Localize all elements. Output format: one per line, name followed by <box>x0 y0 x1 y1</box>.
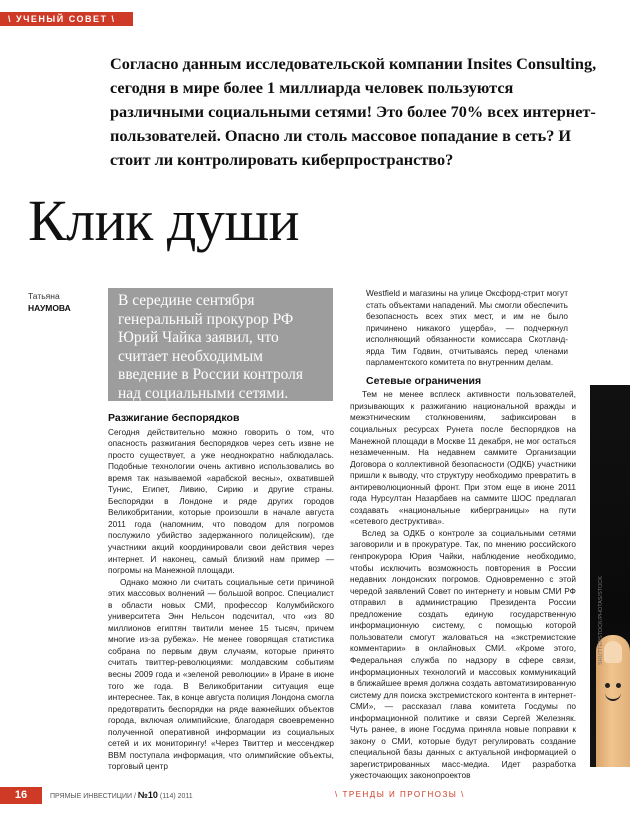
rubric-label: \ УЧЕНЫЙ СОВЕТ \ <box>8 14 116 24</box>
section-heading-restrictions: Сетевые ограничения <box>366 374 482 387</box>
pull-quote <box>108 288 333 401</box>
section-heading-riots: Разжигание беспорядков <box>108 412 240 424</box>
paragraph: Тем не менее всплеск активности пользователей, призывающих к разжиганию национальной вражды и межэтническим столкновениям, зафиксирован в социальных ресурсах Рунета после беспорядков на Манежной площади в Москве 11 декабря, не мог остаться незамеченным. На недавнем саммите Организации Договора о коллективной безопасности (ОДКБ) участники пришли к выводу, что структуру необходимо превратить в антиреволюционный фронт. При этом еще в июне 2011 года Нурсултан Назарбаев на саммите ШОС предлагал создавать «национальные киберграницы» на пути «сетевого деструктива». <box>350 389 576 527</box>
magazine-name: ПРЯМЫЕ ИНВЕСТИЦИИ / <box>50 793 138 800</box>
author-last-name: НАУМОВА <box>28 303 71 313</box>
page-number: 16 <box>14 789 28 801</box>
article-headline: Клик души <box>28 188 300 253</box>
magazine-issue <box>50 790 193 802</box>
page-number-badge <box>0 787 42 804</box>
quote-continuation: Westfield и магазины на улице Оксфорд-стрит могут стать объектами нападений. Мы смогли обеспечить безопасность всех этих мест, и им не было причинено никакого ущерба», — подчеркнул исполняющий обязанности комиссара Скотланд-ярда Тим Годвин, отчитываясь перед членами парламентского комитета по внутренним делам. <box>366 288 568 368</box>
left-column <box>108 413 334 773</box>
pull-quote-text: В середине сентября генеральный прокурор РФ Юрий Чайка заявил, что считает необходимым введение в России контроля над социальными сетями. <box>118 292 304 402</box>
article-lead: Согласно данным исследовательской компании Insites Consulting, сегодня в мире более 1 миллиарда человек пользуются различными социальными сетями! Это более 70% всех интернет-пользователей. Опасно ли столь массовое попадание в сеть? И стоит ли контролировать киберпространство? <box>110 54 597 170</box>
footer-section-label: \ ТРЕНДЫ И ПРОГНОЗЫ \ <box>335 790 465 799</box>
author-byline <box>28 290 71 314</box>
author-first-name: Татьяна <box>28 291 60 301</box>
right-column <box>350 288 576 782</box>
paragraph: Однако можно ли считать социальные сети причиной этих массовых волнений — большой вопрос. Специалист в области новых СМИ, профессор Колумбийского университета Энн Нельсон подсчитал, что «из 80 миллионов египтян твитили менее 15 тысяч, причем многие из-за рубежа». Не менее говорящая статистика собрана по первым двум случаям, которые принято считать твиттер-революциями: молдавским событиям весны 2009 года и «зеленой революции» в Иране в июне того же года. В Великобритании ситуация еще интереснее. Так, в конце августа полиция Лондона смогла предотвратить беспорядки на ряде важнейших объектов города, включая олимпийские, благодаря своевременно полученной оперативной информации из социальных сетей и их мониторингу! «Через Твиттер и мессенджер BBM поступала информация, что олимпийские объекты, торговый центр <box>108 576 334 772</box>
section-rubric <box>0 12 133 26</box>
issue-detail: (114) 2011 <box>157 793 193 800</box>
finger-face-photo <box>590 385 630 767</box>
issue-number: №10 <box>137 790 158 800</box>
paragraph: Вслед за ОДКБ о контроле за социальными сетями заговорили и в прокуратуре. Так, по мнению российского генпрокурора Юрия Чайки, наблюдение необходимо, чтобы исключить возможность повторения в России недавних лондонских погромов. Одновременно с этой чередой заявлений Совет по интернету и новым СМИ РФ отправил в администрацию Президента России предложение создать единую государственную информационную систему, с помощью которой пользователи смогут жаловаться на «экстремистские комментарии» в онлайновых СМИ. «Кроме этого, Федеральная служба по надзору в сфере связи, информационных технологий и массовых коммуникаций в ближайшее время должна создать автоматизированную систему для поиска экстремистского контента в интернет-СМИ», — рассказал глава комитета Госдумы по информационной политике и связи Сергей Железняк. Чуть ранее, в июне Госдума приняла новые поправки к закону о СМИ, которые будут регулировать создание специальной базы данных с актуальной информацией о зарегистрированных масс-медиа. Идет разработка ужесточающих законопроектов <box>350 527 576 781</box>
paragraph: Сегодня действительно можно говорить о том, что опасность разжигания беспорядков через сеть извне не просто существует, а уже неоднократно наблюдалась. Подобные технологии очень активно использовались во время так называемой «арабской весны», охватившей Тунис, Египет, Ливию, Сирию и другие страны. Беспорядки в Лондоне и ряде других городов Великобритании, которые произошли в начале августа 2011 года (напомним, что поводом для погромов послужило убийство задержанного полицейским), где участники акций координировали свои действия через интернет. И наконец, самый близкий нам пример — погромы на Манежной площади. <box>108 426 334 576</box>
photo-credit: SHUTTERSTOCK/PHOTAS/STOCK <box>598 576 604 665</box>
